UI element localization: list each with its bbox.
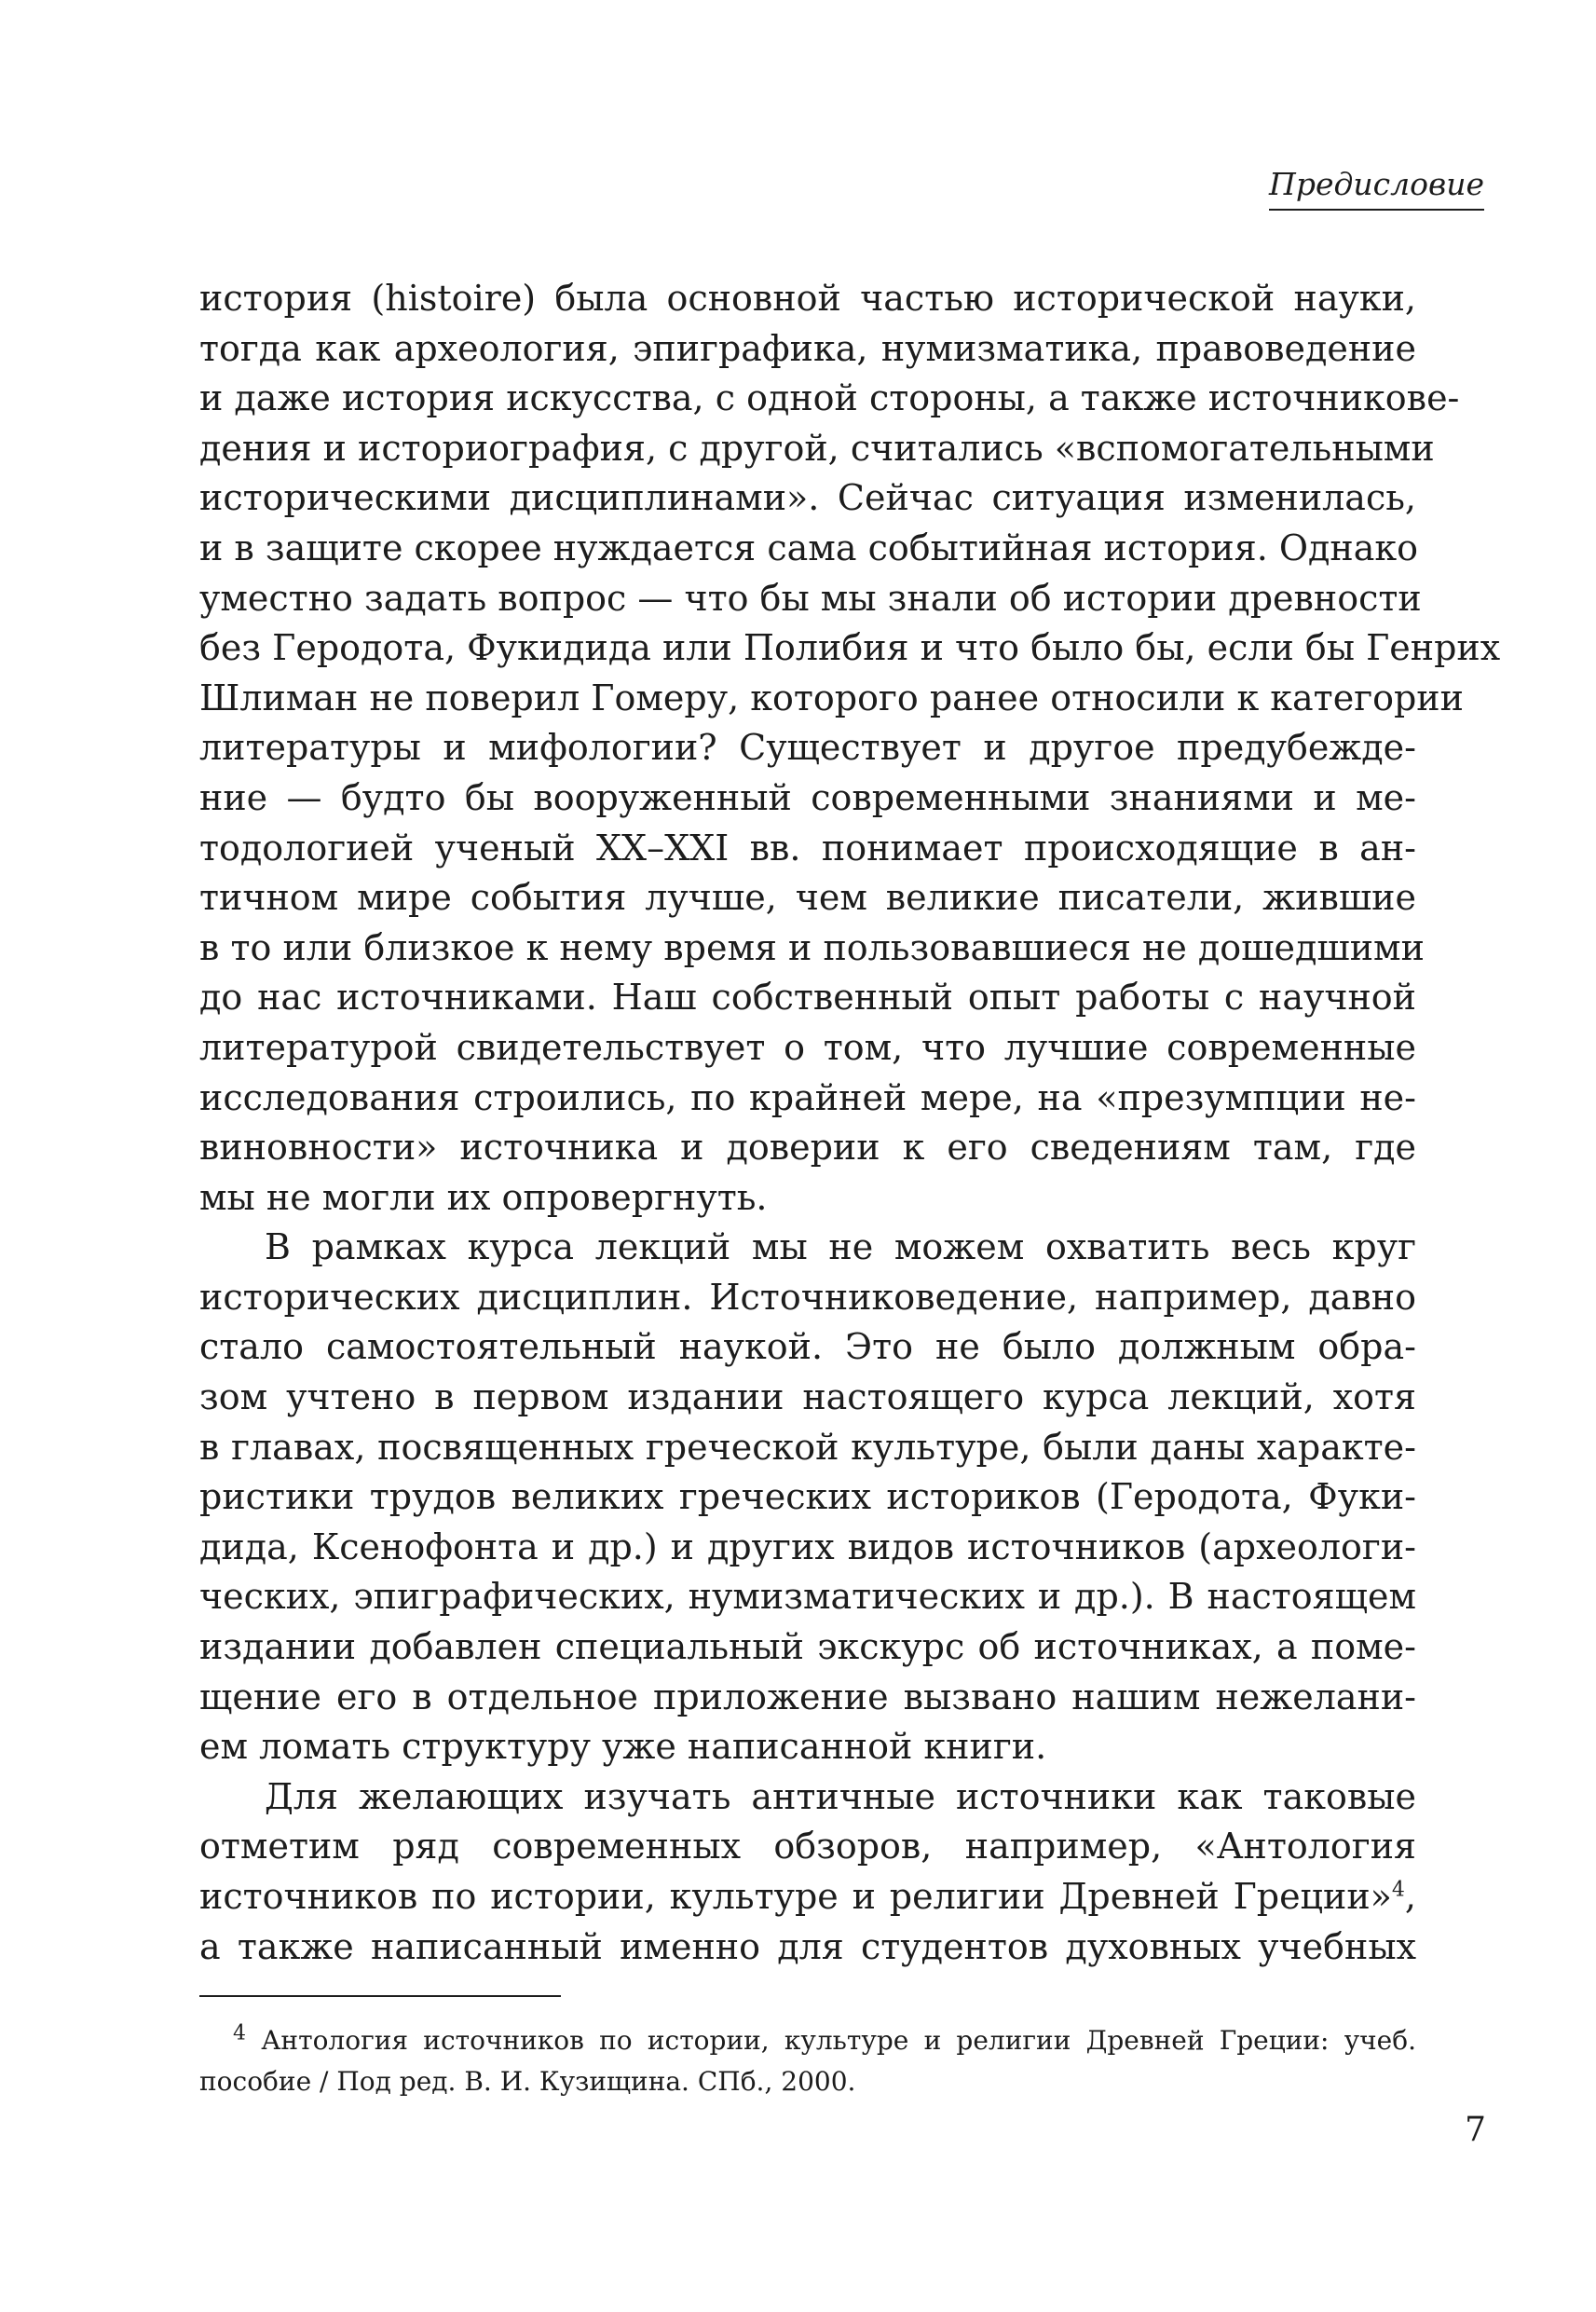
text-line: зом учтено в первом издании настоящего курса лекций, хотя (199, 1376, 1416, 1418)
text-line: историческими дисциплинами». Сейчас ситуация изменилась, (199, 477, 1416, 519)
text-line: до нас источниками. Наш собственный опыт работы с научной (199, 977, 1416, 1019)
text-line: ем ломать структуру уже написанной книги. (199, 1726, 1047, 1768)
footnote (199, 2020, 1416, 2102)
text-line: щение его в отдельное приложение вызвано нашим нежелани- (199, 1676, 1416, 1717)
text-line: уместно задать вопрос — что бы мы знали об истории древности (199, 577, 1422, 619)
text-line: издании добавлен специальный экскурс об источниках, а поме- (199, 1626, 1416, 1668)
text-line: в главах, посвященных греческой культуре, были даны характе- (199, 1426, 1416, 1468)
text-line: исторических дисциплин. Источниковедение, например, давно (199, 1276, 1416, 1318)
text-line: и в защите скорее нуждается сама событийная история. Однако (199, 527, 1419, 568)
footnote-reference: 4 (1391, 1878, 1405, 1902)
running-header: Предисловие (1269, 164, 1484, 211)
footnote-marker: 4 (233, 2021, 246, 2045)
text-line: В рамках курса лекций мы не можем охватить весь круг (265, 1226, 1416, 1268)
text-line: литературой свидетельствует о том, что лучшие современные (199, 1026, 1416, 1068)
text-line-with-footnote-ref (199, 1872, 1416, 1922)
text-line: дида, Ксенофонта и др.) и других видов источников (археологи- (199, 1525, 1416, 1567)
text-line: Для желающих изучать античные источники как таковые (265, 1775, 1416, 1817)
text-line: история (histoire) была основной частью исторической науки, (199, 278, 1416, 319)
text-line: Шлиман не поверил Гомеру, которого ранее относили к категории (199, 677, 1464, 718)
body-text (199, 274, 1501, 1972)
text-line: в то или близкое к нему время и пользовавшиеся не дошедшими (199, 926, 1425, 968)
text-line: ние — будто бы вооруженный современными знаниями и ме- (199, 776, 1416, 818)
text-line: отметим ряд современных обзоров, например, «Антология (199, 1826, 1416, 1867)
text-line: литературы и мифологии? Существует и другое предубежде- (199, 727, 1416, 769)
text-line: дения и историография, с другой, считались «вспомогательными (199, 427, 1435, 469)
text-line: ристики трудов великих греческих историков (Геродота, Фуки- (199, 1476, 1416, 1518)
text-line: тичном мире события лучше, чем великие писатели, жившие (199, 877, 1416, 919)
text-line: а также написанный именно для студентов духовных учебных (199, 1925, 1416, 1967)
footnote-line: пособие / Под ред. В. И. Кузищина. СПб., 2000. (199, 2066, 856, 2097)
text-line: без Геродота, Фукидида или Полибия и что было бы, если бы Генрих (199, 627, 1501, 669)
text-line-content: источников по истории, культуре и религии Древней Греции» (199, 1876, 1392, 1917)
text-line: мы не могли их опровергнуть. (199, 1176, 768, 1218)
text-line: тогда как археология, эпиграфика, нумизматика, правоведение (199, 327, 1416, 369)
page-number: 7 (1465, 2111, 1486, 2149)
footnote-ref-comma: , (1404, 1876, 1416, 1917)
footnote-divider (199, 1995, 561, 1997)
text-line: исследования строились, по крайней мере, на «презумпции не- (199, 1076, 1416, 1118)
footnote-line-text: Антология источников по истории, культуре и религии Древней Греции: учеб. (261, 2025, 1417, 2056)
text-line: ческих, эпиграфических, нумизматических и др.). В настоящем (199, 1576, 1416, 1618)
text-line: тодологией ученый XX–XXI вв. понимает происходящие в ан- (199, 827, 1416, 869)
text-line: виновности» источника и доверии к его сведениям там, где (199, 1127, 1416, 1169)
text-line: и даже история искусства, с одной стороны, а также источникове- (199, 377, 1460, 419)
footnote-line (199, 2020, 1416, 2061)
text-line: стало самостоятельный наукой. Это не было должным обра- (199, 1326, 1416, 1368)
